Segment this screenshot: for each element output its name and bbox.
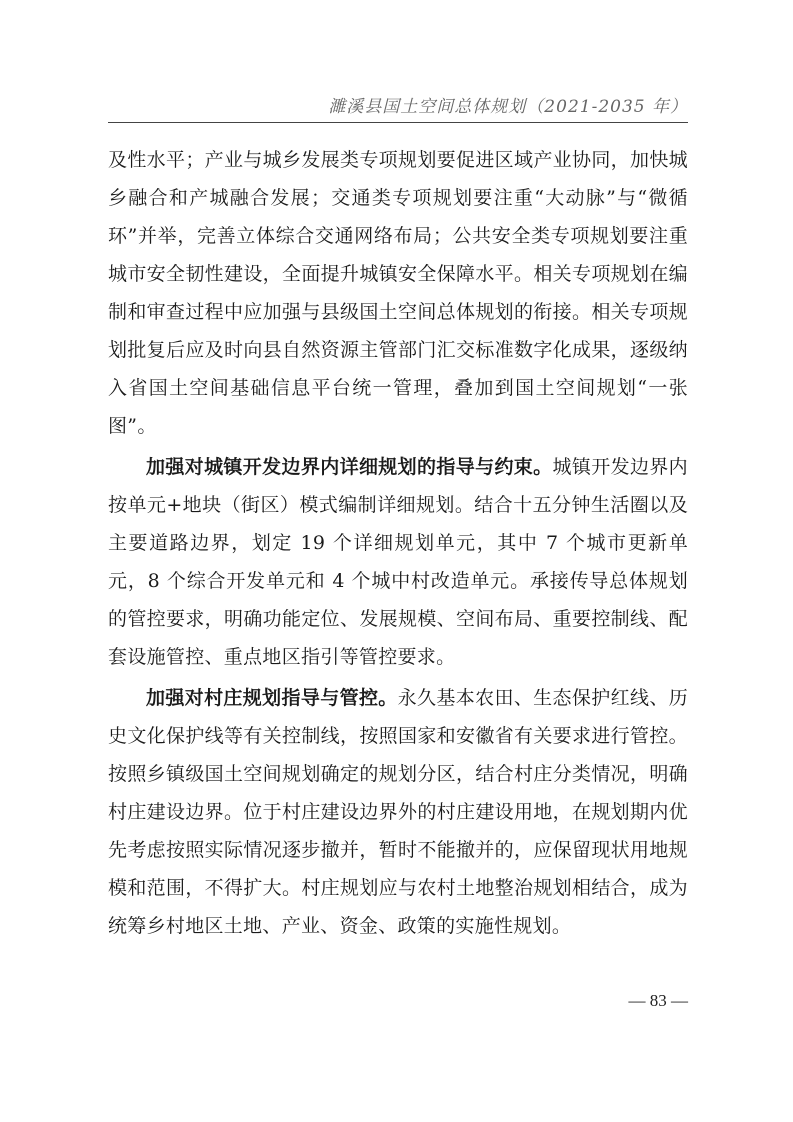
header-divider <box>108 122 688 123</box>
page-header-title: 濉溪县国土空间总体规划（2021-2035 年） <box>328 97 688 117</box>
paragraph-lead: 加强对村庄规划指导与管控。 <box>146 687 398 709</box>
paragraph-text: 城镇开发边界内按单元+地块（街区）模式编制详细规划。结合十五分钟生活圈以及主要道路边界，划定 19 个详细规划单元，其中 7 个城市更新单元，8 个综合开发单元和 4 个城中村改造单元。承接传导总体规划的管控要求，明确功能定位、发展规模、空间布局、重要控制线、配套设施管控、重点地区指引等管控要求。 <box>108 456 688 668</box>
paragraph-text: 永久基本农田、生态保护红线、历史文化保护线等有关控制线，按照国家和安徽省有关要求进行管控。按照乡镇级国土空间规划确定的规划分区，结合村庄分类情况，明确村庄建设边界。位于村庄建设边界外的村庄建设用地，在规划期内优先考虑按照实际情况逐步撤并，暂时不能撤并的，应保留现状用地规模和范围，不得扩大。村庄规划应与农村土地整治规划相结合，成为统筹乡村地区土地、产业、资金、政策的实施性规划。 <box>108 687 688 937</box>
page-number: — 83 — <box>628 991 688 1010</box>
paragraph-urban-detailed-planning <box>108 448 688 676</box>
body-text <box>108 141 688 945</box>
paragraph-village-planning <box>108 679 688 945</box>
paragraph-lead: 加强对城镇开发边界内详细规划的指导与约束。 <box>146 456 553 478</box>
paragraph-text: 及性水平；产业与城乡发展类专项规划要促进区域产业协同，加快城乡融合和产城融合发展；交通类专项规划要注重“大动脉”与“微循环”并举，完善立体综合交通网络布局；公共安全类专项规划要注重城市安全韧性建设，全面提升城镇安全保障水平。相关专项规划在编制和审查过程中应加强与县级国土空间总体规划的衔接。相关专项规划批复后应及时向县自然资源主管部门汇交标准数字化成果，逐级纳入省国土空间基础信息平台统一管理，叠加到国土空间规划“一张图”。 <box>108 149 688 437</box>
paragraph-continued <box>108 141 688 445</box>
